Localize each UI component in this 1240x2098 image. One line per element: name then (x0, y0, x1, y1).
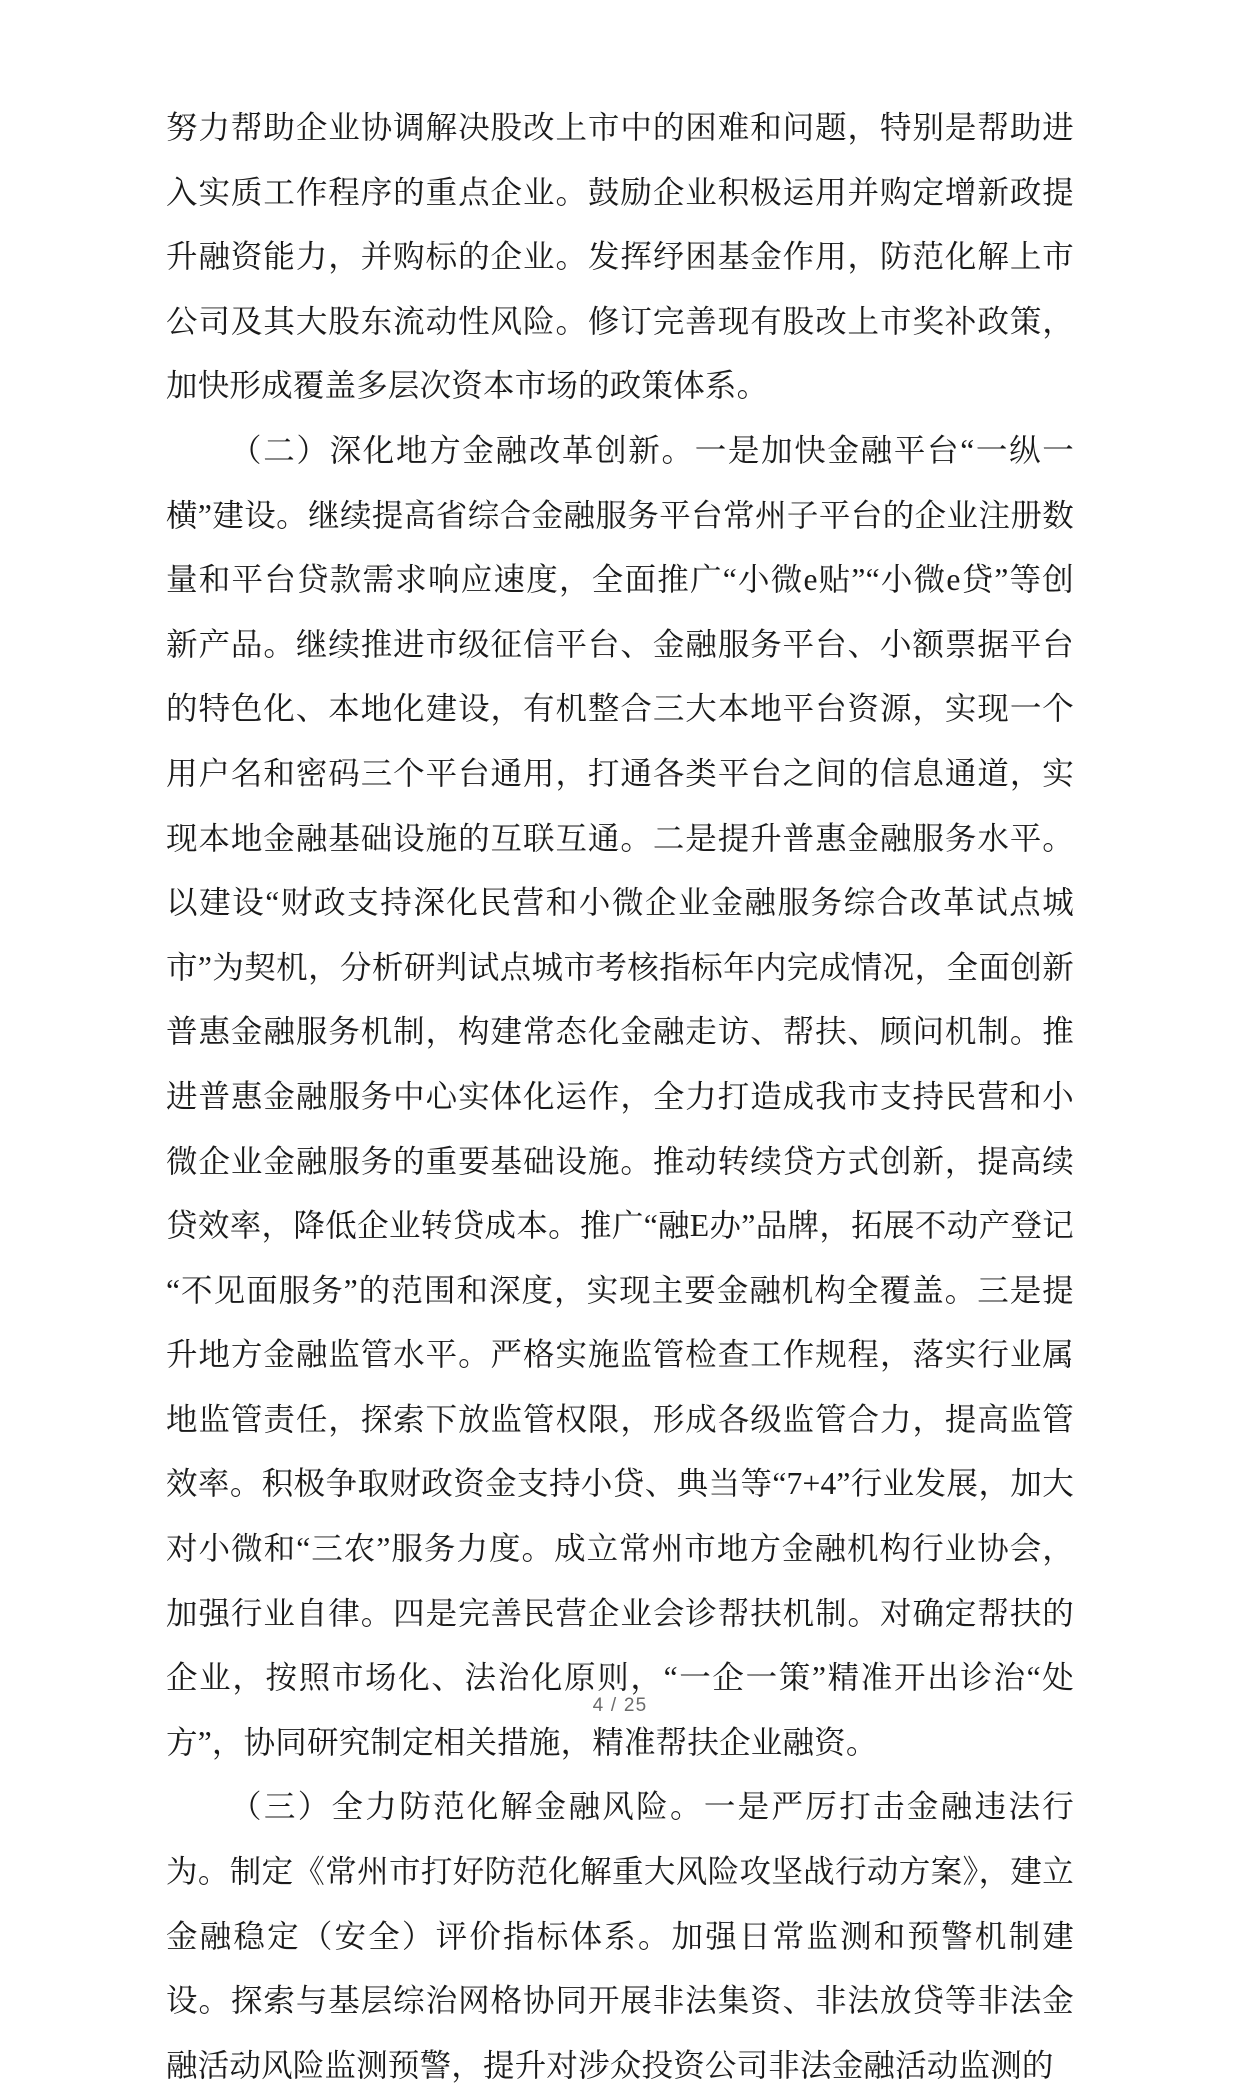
paragraph-section-three-financial-risk: （三）全力防范化解金融风险。一是严厉打击金融违法行为。制定《常州市打好防范化解重大风险攻坚战行动方案》，建立金融稳定（安全）评价指标体系。加强日常监测和预警机制建设。探索与基层综治网格协同开展非法集资、非法放贷等非法金融活动风险监测预警，提升对涉众投资公司非法金融活动监测的 (166, 1789, 1074, 2083)
paragraph-continued-stock-reform: 努力帮助企业协调解决股改上市中的困难和问题，特别是帮助进入实质工作程序的重点企业。鼓励企业积极运用并购定增新政提升融资能力，并购标的企业。发挥纾困基金作用，防范化解上市公司及其大股东流动性风险。修订完善现有股改上市奖补政策，加快形成覆盖多层次资本市场的政策体系。 (166, 110, 1074, 404)
document-body (166, 96, 1074, 2098)
paragraph-section-two-local-finance-reform: （二）深化地方金融改革创新。一是加快金融平台“一纵一横”建设。继续提高省综合金融服务平台常州子平台的企业注册数量和平台贷款需求响应速度，全面推广“小微e贴”“小微e贷”等创新产品。继续推进市级征信平台、金融服务平台、小额票据平台的特色化、本地化建设，有机整合三大本地平台资源，实现一个用户名和密码三个平台通用，打通各类平台之间的信息通道，实现本地金融基础设施的互联互通。二是提升普惠金融服务水平。以建设“财政支持深化民营和小微企业金融服务综合改革试点城市”为契机，分析研判试点城市考核指标年内完成情况，全面创新普惠金融服务机制，构建常态化金融走访、帮扶、顾问机制。推进普惠金融服务中心实体化运作，全力打造成我市支持民营和小微企业金融服务的重要基础设施。推动转续贷方式创新，提高续贷效率，降低企业转贷成本。推广“融E办”品牌，拓展不动产登记“不见面服务”的范围和深度，实现主要金融机构全覆盖。三是提升地方金融监管水平。严格实施监管检查工作规程，落实行业属地监管责任，探索下放监管权限，形成各级监管合力，提高监管效率。积极争取财政资金支持小贷、典当等“7+4”行业发展，加大对小微和“三农”服务力度。成立常州市地方金融机构行业协会，加强行业自律。四是完善民营企业会诊帮扶机制。对确定帮扶的企业，按照市场化、法治化原则，“一企一策”精准开出诊治“处方”，协同研究制定相关措施，精准帮扶企业融资。 (166, 432, 1074, 1760)
page-number: 4 / 25 (592, 1695, 648, 1716)
